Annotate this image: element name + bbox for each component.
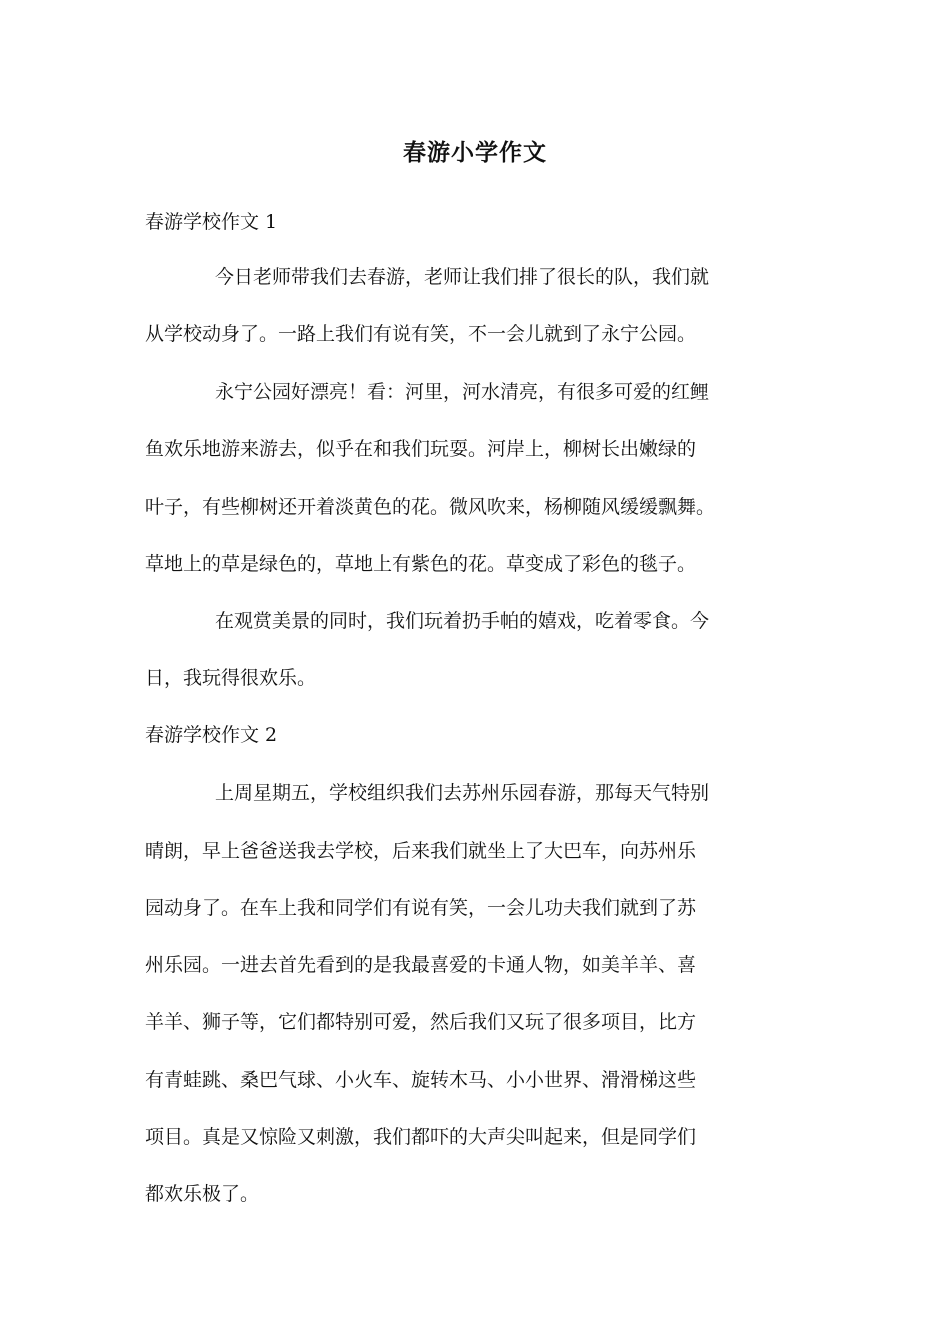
paragraph-line: 都欢乐极了。 [145,1183,260,1205]
paragraph-line: 鱼欢乐地游来游去，似乎在和我们玩耍。河岸上，柳树长出嫩绿的 [145,438,697,460]
paragraph-line: 今日老师带我们去春游，老师让我们排了很长的队，我们就 [215,266,710,288]
paragraph-line: 羊羊、狮子等，它们都特别可爱，然后我们又玩了很多项目，比方 [145,1011,697,1033]
document-title: 春游小学作文 [403,139,547,166]
paragraph-line: 园动身了。在车上我和同学们有说有笑，一会儿功夫我们就到了苏 [145,897,697,919]
paragraph-line: 项目。真是又惊险又刺激，我们都吓的大声尖叫起来，但是同学们 [145,1126,697,1148]
paragraph-line: 州乐园。一进去首先看到的是我最喜爱的卡通人物，如美羊羊、喜 [145,954,697,976]
paragraph-line: 日，我玩得很欢乐。 [145,667,317,689]
paragraph-line: 叶子，有些柳树还开着淡黄色的花。微风吹来，杨柳随风缓缓飘舞。 [145,496,716,518]
paragraph-line: 在观赏美景的同时，我们玩着扔手帕的嬉戏，吃着零食。今 [215,610,710,632]
paragraph-line: 从学校动身了。一路上我们有说有笑，不一会儿就到了永宁公园。 [145,323,697,345]
paragraph-line: 永宁公园好漂亮！看：河里，河水清亮，有很多可爱的红鲤 [215,381,710,403]
section-heading-1: 春游学校作文 1 [145,211,278,233]
paragraph-line: 草地上的草是绿色的，草地上有紫色的花。草变成了彩色的毯子。 [145,553,697,575]
paragraph-line: 上周星期五，学校组织我们去苏州乐园春游，那每天气特别 [215,782,710,804]
paragraph-line: 有青蛙跳、桑巴气球、小火车、旋转木马、小小世界、滑滑梯这些 [145,1069,697,1091]
paragraph-line: 晴朗，早上爸爸送我去学校，后来我们就坐上了大巴车，向苏州乐 [145,840,697,862]
section-heading-2: 春游学校作文 2 [145,724,278,746]
